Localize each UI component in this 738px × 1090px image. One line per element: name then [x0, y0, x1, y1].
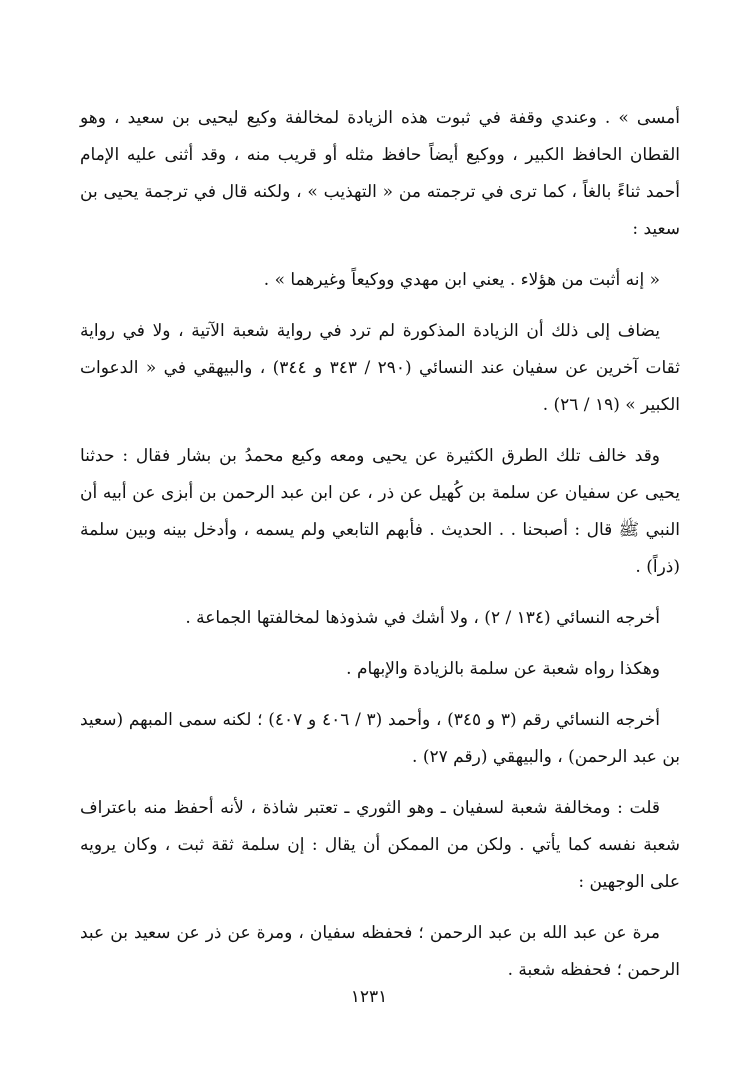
paragraph-continuation: أمسى » . وعندي وقفة في ثبوت هذه الزيادة لمخالفة وكيع ليحيى بن سعيد ، وهو القطان الحافظ الكبير ، ووكيع أيضاً حافظ مثله أو قريب منه ، وقد أثنى عليه الإمام أحمد ثناءً بالغاً ، كما ترى في ترجمته من « التهذيب » ، ولكنه قال في ترجمة يحيى بن سعيد :	[80, 108, 680, 239]
paragraph-contradiction: وقد خالف تلك الطرق الكثيرة عن يحيى ومعه وكيع محمدُ بن بشار فقال : حدثنا يحيى عن سفيان عن سلمة بن كُهيل عن ذر ، عن ابن عبد الرحمن بن أبزى عن أبيه أن النبي ﷺ قال : أصبحنا . . الحديث . فأبهم التابعي ولم يسمه ، وأدخل بينه وبين سلمة (ذراً) .	[80, 446, 680, 577]
paragraph-shuba-narration: وهكذا رواه شعبة عن سلمة بالزيادة والإبهام .	[346, 659, 660, 679]
page-number: ١٢٣١	[350, 987, 388, 1007]
paragraph-nasai-citation: أخرجه النسائي (١٣٤ / ٢) ، ولا أشك في شذوذها لمخالفتها الجماعة .	[185, 608, 660, 628]
body-text	[80, 100, 680, 1003]
paragraph-two-ways: مرة عن عبد الله بن عبد الرحمن ؛ فحفظه سفيان ، ومرة عن ذر عن سعيد بن عبد الرحمن ؛ فحفظه شعبة .	[80, 923, 680, 980]
paragraph-ahmad-citation: أخرجه النسائي رقم (٣ و ٣٤٥) ، وأحمد (٣ / ٤٠٦ و ٤٠٧) ؛ لكنه سمى المبهم (سعيد بن عبد الرحمن) ، والبيهقي (رقم ٢٧) .	[80, 710, 680, 767]
paragraph-addition: يضاف إلى ذلك أن الزيادة المذكورة لم ترد في رواية شعبة الآتية ، ولا في رواية ثقات آخرين عن سفيان عند النسائي (٢٩٠ / ٣٤٣ و ٣٤٤) ، والبيهقي في « الدعوات الكبير » (١٩ / ٢٦) .	[80, 321, 680, 415]
paragraph-quote: « إنه أثبت من هؤلاء . يعني ابن مهدي ووكيعاً وغيرهما » .	[263, 270, 660, 290]
paragraph-author-comment: قلت : ومخالفة شعبة لسفيان ـ وهو الثوري ـ تعتبر شاذة ، لأنه أحفظ منه باعتراف شعبة نفسه كما يأتي . ولكن من الممكن أن يقال : إن سلمة ثقة ثبت ، وكان يرويه على الوجهين :	[80, 798, 680, 892]
